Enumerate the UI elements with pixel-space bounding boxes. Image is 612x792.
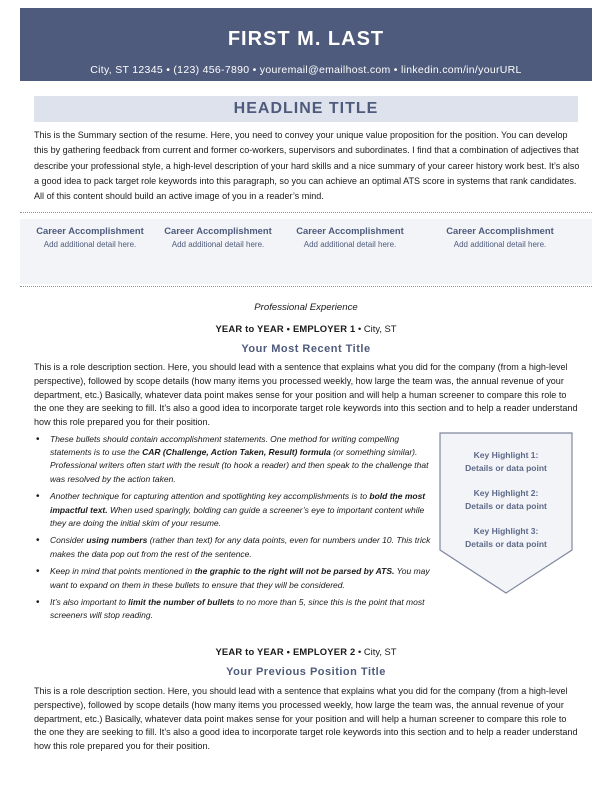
list-item bbox=[34, 490, 434, 530]
bullet-text: Consider bbox=[50, 535, 87, 546]
bullet-text: to no more than 5, since this is the point that most screeners will stop reading. bbox=[50, 597, 425, 621]
headline-title: HEADLINE TITLE bbox=[233, 100, 379, 117]
key-highlight-detail: Details or data point bbox=[465, 539, 547, 549]
job-years: YEAR to YEAR bbox=[215, 323, 284, 334]
job-title: Your Previous Position Title bbox=[226, 666, 386, 678]
bullet-bold: using numbers bbox=[86, 535, 148, 546]
job-title: Your Most Recent Title bbox=[241, 343, 371, 355]
job-employer: EMPLOYER 1 bbox=[292, 323, 356, 334]
contact-line: City, ST 12345 • (123) 456-7890 • youremail@emailhost.com • linkedin.com/in/yourURL bbox=[90, 64, 522, 76]
accomplishment-detail: Add additional detail here. bbox=[453, 240, 547, 249]
accomplishment-title: Career Accomplishment bbox=[36, 225, 144, 236]
accomplishment-title: Career Accomplishment bbox=[164, 225, 272, 236]
accomplishment-item bbox=[32, 225, 148, 249]
bullet-bold: CAR (Challenge, Action Taken, Result) formula bbox=[142, 447, 331, 458]
key-highlight-detail: Details or data point bbox=[465, 463, 547, 473]
role-description: This is a role description section. Here, you should lead with a sentence that explains what you did for the company (from a high-level perspective), followed by scope details (how many items you processed weekly, how large the team was, the annual revenue of your department, etc.) Basically, whatever data point makes sense for your position and will help a human screener to compare this role to the one they are seeking to fill. It’s also a good idea to incorporate target role keywords into this section and to help a reader understand how this role prepared you for their position. bbox=[34, 686, 578, 752]
bullet-text: It’s also important to bbox=[50, 597, 129, 608]
bullet-text: When used sparingly, bolding can guide a screener’s eye to important content while they are doing the initial skim of your resume. bbox=[50, 504, 425, 528]
job-header bbox=[0, 646, 612, 657]
list-item bbox=[34, 433, 434, 486]
dotted-divider bbox=[20, 212, 592, 213]
job-header bbox=[0, 323, 612, 334]
bullet-text: These bullets should contain accomplishment statements. One method for writing compelling statements is to use the bbox=[50, 434, 400, 458]
accomplishment-title: Career Accomplishment bbox=[446, 225, 554, 236]
job-separator: • bbox=[283, 323, 293, 334]
section-label: Professional Experience bbox=[254, 302, 358, 313]
bullet-text: Another technique for capturing attention and spotlighting key accomplishments is to bbox=[50, 491, 370, 502]
accomplishment-bullets bbox=[34, 433, 434, 627]
job-employer: EMPLOYER 2 bbox=[292, 646, 356, 657]
bullet-bold: the graphic to the right will not be parsed by ATS. bbox=[194, 566, 395, 577]
bullet-text: You may want to expand on them in these bullets to ensure that they will be considered. bbox=[50, 566, 430, 590]
bullet-bold: bold the most impactful text. bbox=[50, 491, 426, 515]
bullet-text: (rather than text) for any data points, even for numbers under 10. This trick makes the data pop out from the rest of the sentence. bbox=[50, 535, 431, 559]
job-location: • City, ST bbox=[355, 646, 397, 657]
candidate-name: FIRST M. LAST bbox=[227, 28, 385, 50]
headline-band bbox=[34, 96, 578, 122]
resume-header bbox=[20, 8, 592, 81]
job-years: YEAR to YEAR bbox=[215, 646, 284, 657]
key-highlight bbox=[439, 449, 573, 475]
job-separator: • bbox=[283, 646, 293, 657]
accomplishment-item bbox=[438, 225, 562, 249]
role-description: This is a role description section. Here, you should lead with a sentence that explains what you did for the company (from a high-level perspective), followed by scope details (how many items you processed weekly, how large the team was, the annual revenue of your department, etc.) Basically, whatever data point makes sense for your position and will help a human screener to compare this role to the one they are seeking to fill. It’s also a good idea to incorporate target role keywords into this section and to help a reader understand how this role prepared you for their position. bbox=[34, 362, 578, 428]
key-highlight-title: Key Highlight 2: bbox=[473, 488, 539, 498]
bullet-text: (or something similar). Professional writers often start with the result (to hook a reader) and then speak to the challenge that was resolved by the action taken. bbox=[50, 447, 429, 484]
accomplishment-detail: Add additional detail here. bbox=[43, 240, 137, 249]
accomplishment-detail: Add additional detail here. bbox=[171, 240, 265, 249]
accomplishments-panel bbox=[20, 219, 592, 284]
key-highlight bbox=[439, 525, 573, 551]
accomplishment-item bbox=[160, 225, 276, 249]
dotted-divider bbox=[20, 286, 592, 287]
list-item bbox=[34, 596, 434, 622]
key-highlight bbox=[439, 487, 573, 513]
accomplishment-detail: Add additional detail here. bbox=[303, 240, 397, 249]
key-highlight-title: Key Highlight 3: bbox=[473, 526, 539, 536]
bullet-text: Keep in mind that points mentioned in bbox=[50, 566, 195, 577]
summary-paragraph: This is the Summary section of the resume. Here, you need to convey your unique value proposition for the position. You can develop this by gathering feedback from current and former co-workers, supervisors and subordinates. I find that a combination of adjectives that describe your professional style, a high-level description of your hard skills and a nice summary of your career history work best. It’s also a good idea to pack target role keywords into this paragraph, so you can achieve an optimal ATS score in systems that rank candidates. All of this content should build an active image of you in a reader’s mind. bbox=[34, 130, 580, 202]
accomplishment-item bbox=[292, 225, 408, 249]
key-highlight-detail: Details or data point bbox=[465, 501, 547, 511]
bullet-bold: limit the number of bullets bbox=[128, 597, 235, 608]
job-location: • City, ST bbox=[355, 323, 397, 334]
key-highlight-title: Key Highlight 1: bbox=[473, 450, 539, 460]
list-item bbox=[34, 534, 434, 560]
accomplishment-title: Career Accomplishment bbox=[296, 225, 404, 236]
key-highlights-graphic bbox=[439, 432, 573, 594]
list-item bbox=[34, 565, 434, 591]
